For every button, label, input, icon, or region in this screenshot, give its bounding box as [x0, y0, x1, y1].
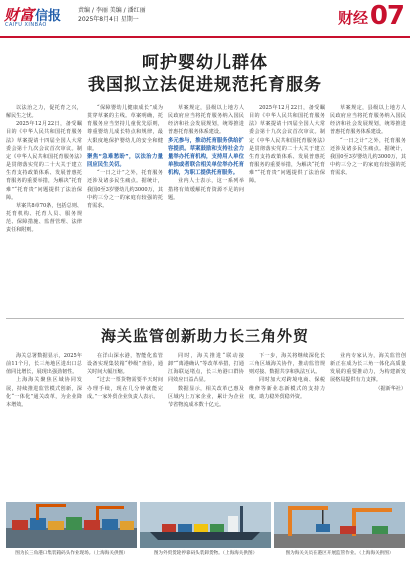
masthead: [0, 0, 410, 38]
editors-line: 责编 / 李丽 美编 / 潘红丽: [78, 7, 146, 14]
story1-column-5: [330, 104, 406, 312]
paragraph: 业内专家认为，海关监管创新正在成为长三角一体化高质量发展的重要推动力，为构建新发展格局提供有力支撑。: [330, 353, 406, 384]
date-line: 2025年8月4日 星期一: [78, 16, 139, 23]
paragraph: 2025年12月22日，备受瞩目的《中华人民共和国托育服务法》草案提请十四届全国人大常委会第十九次会议首次审议。制定《中华人民共和国托育服务法》是贯彻落实党的二十大关于建立生育支持政策体系、发展普惠托育服务的重要举措，为解决“托育难”“托育贵”问题提供了法治保障。: [249, 105, 325, 185]
paragraph: 以法治之力，促托育之兴，解民生之忧。: [6, 105, 82, 120]
section-name: 财经: [337, 9, 368, 27]
crane-operation-photo: [274, 502, 405, 548]
paragraph: 海关总署数据显示，2025年前11个月，长三角地区进出口总值同比增长，展现出强劲韧性。: [6, 353, 82, 376]
paragraph: 草案共8章70条，包括总则、托育机构、托育人员、服务规范、保障措施、监督管理、法律责任和附则。: [6, 202, 82, 234]
story1-column-4: [249, 104, 325, 312]
port-containers-photo: [6, 502, 137, 548]
subhead: 聚焦“急难愁盼”，以法治力量回应民生关切。: [87, 153, 163, 169]
photo-caption: 图为外贸货轮停靠码头装卸货物。（上海海关供图）: [153, 551, 258, 556]
logo-tail: 信报: [35, 9, 62, 24]
photo-caption: 图为海关关员在港区开展监管作业。（上海海关供图）: [285, 551, 394, 556]
paragraph: 业内人士表示，这一系列举措将有效缓解托育资源不足的问题。: [168, 178, 244, 201]
story1-column-1: [6, 104, 82, 312]
paragraph: “一日之计”之外，托育服务还涉及诸多民生痛点。据统计，我国0至3岁婴幼儿约3000万，其中约三分之一的家庭有较强的托育需求。: [330, 137, 406, 177]
paragraph: “一日之计”之外，托育服务还涉及诸多民生痛点。据统计，我国0至3岁婴幼儿约3000万，其中约三分之一的家庭有较强的托育需求。: [87, 170, 163, 209]
masthead-rule: [0, 36, 410, 38]
page-number: 07: [369, 1, 404, 31]
story-divider: [6, 318, 404, 319]
edition-meta: [78, 6, 146, 24]
story1-column-3: [168, 104, 244, 312]
story2-column-4: [249, 352, 325, 498]
paragraph: 同时加大对跨境电商、保税维修等新业态新模式的支持力度，助力稳外贸稳外资。: [249, 377, 325, 400]
story1-column-2: [87, 104, 163, 312]
paragraph: “保障婴幼儿健康成长”成为贯穿草案的主线。草案明确，托育服务应当坚持儿童优先原则，尊重婴幼儿成长特点和规律，最大限度地保护婴幼儿的安全和健康。: [87, 105, 163, 152]
ship-terminal-photo: [140, 502, 271, 548]
byline: （据新华社）: [375, 385, 406, 392]
paragraph: 2025年12月22日，备受瞩目的《中华人民共和国托育服务法》草案提请十四届全国人大常委会第十九次会议首次审议。制定《中华人民共和国托育服务法》是贯彻落实党的二十大关于建立生育支持政策体系、发展普惠托育服务的重要举措，为解决“托育难”“托育贵”问题提供了法治保障。: [6, 121, 82, 201]
logo-subtitle: CAIFU XINBAO: [5, 22, 47, 28]
logo-main: 财富: [4, 6, 35, 24]
story2-column-2: [87, 352, 163, 498]
story2-column-1: [6, 352, 82, 498]
story1-headline-line1: 呵护婴幼儿群体: [142, 53, 268, 73]
story2-column-3: [168, 352, 244, 498]
paragraph: 上海海关聚焦区域协同发展，持续推进监管模式创新，深化“一体化”通关改革，为企业降本增效。: [6, 377, 82, 408]
subhead: 多元参与，推动托育服务供给扩容提质。草案鼓励和支持社会力量举办托育机构，支持用人单位单独或者联合相关单位举办托育机构，为职工提供托育服务。: [168, 137, 244, 177]
paragraph: 下一步，海关将继续深化长三角区域海关协作，推动监管规则对接、数据共享和执法互认。: [249, 353, 325, 376]
paragraph: “过去一票货物需要半天时间办理手续，现在几分钟就能完成。”一家外贸企业负责人表示。: [87, 377, 163, 400]
paragraph: 草案规定，县级以上地方人民政府应当将托育服务纳入国民经济和社会发展规划，统筹推进普惠托育服务体系建设。: [330, 105, 406, 136]
story2-column-5: [330, 352, 406, 498]
paragraph: 数据显示，相关改革已惠及区域内上万家企业，累计为企业节省物流成本数十亿元。: [168, 385, 244, 408]
photo-caption: 图为长三角港口集装箱码头作业现场。（上海海关供图）: [15, 551, 128, 556]
paragraph: 同时，海关推进“联动接卸”“离港确认”等改革举措，打通江海联运堵点，长三角港口群协同效应日益凸显。: [168, 353, 244, 384]
story1-headline-line2: 我国拟立法促进规范托育服务: [88, 75, 322, 95]
paragraph: 在洋山深水港，智能化监管设备实现集装箱“秒级”查验，通关时间大幅压缩。: [87, 353, 163, 376]
paragraph: 草案规定，县级以上地方人民政府应当将托育服务纳入国民经济和社会发展规划，统筹推进普惠托育服务体系建设。: [168, 105, 244, 136]
story2-headline: 海关监管创新助力长三角外贸: [100, 327, 309, 345]
